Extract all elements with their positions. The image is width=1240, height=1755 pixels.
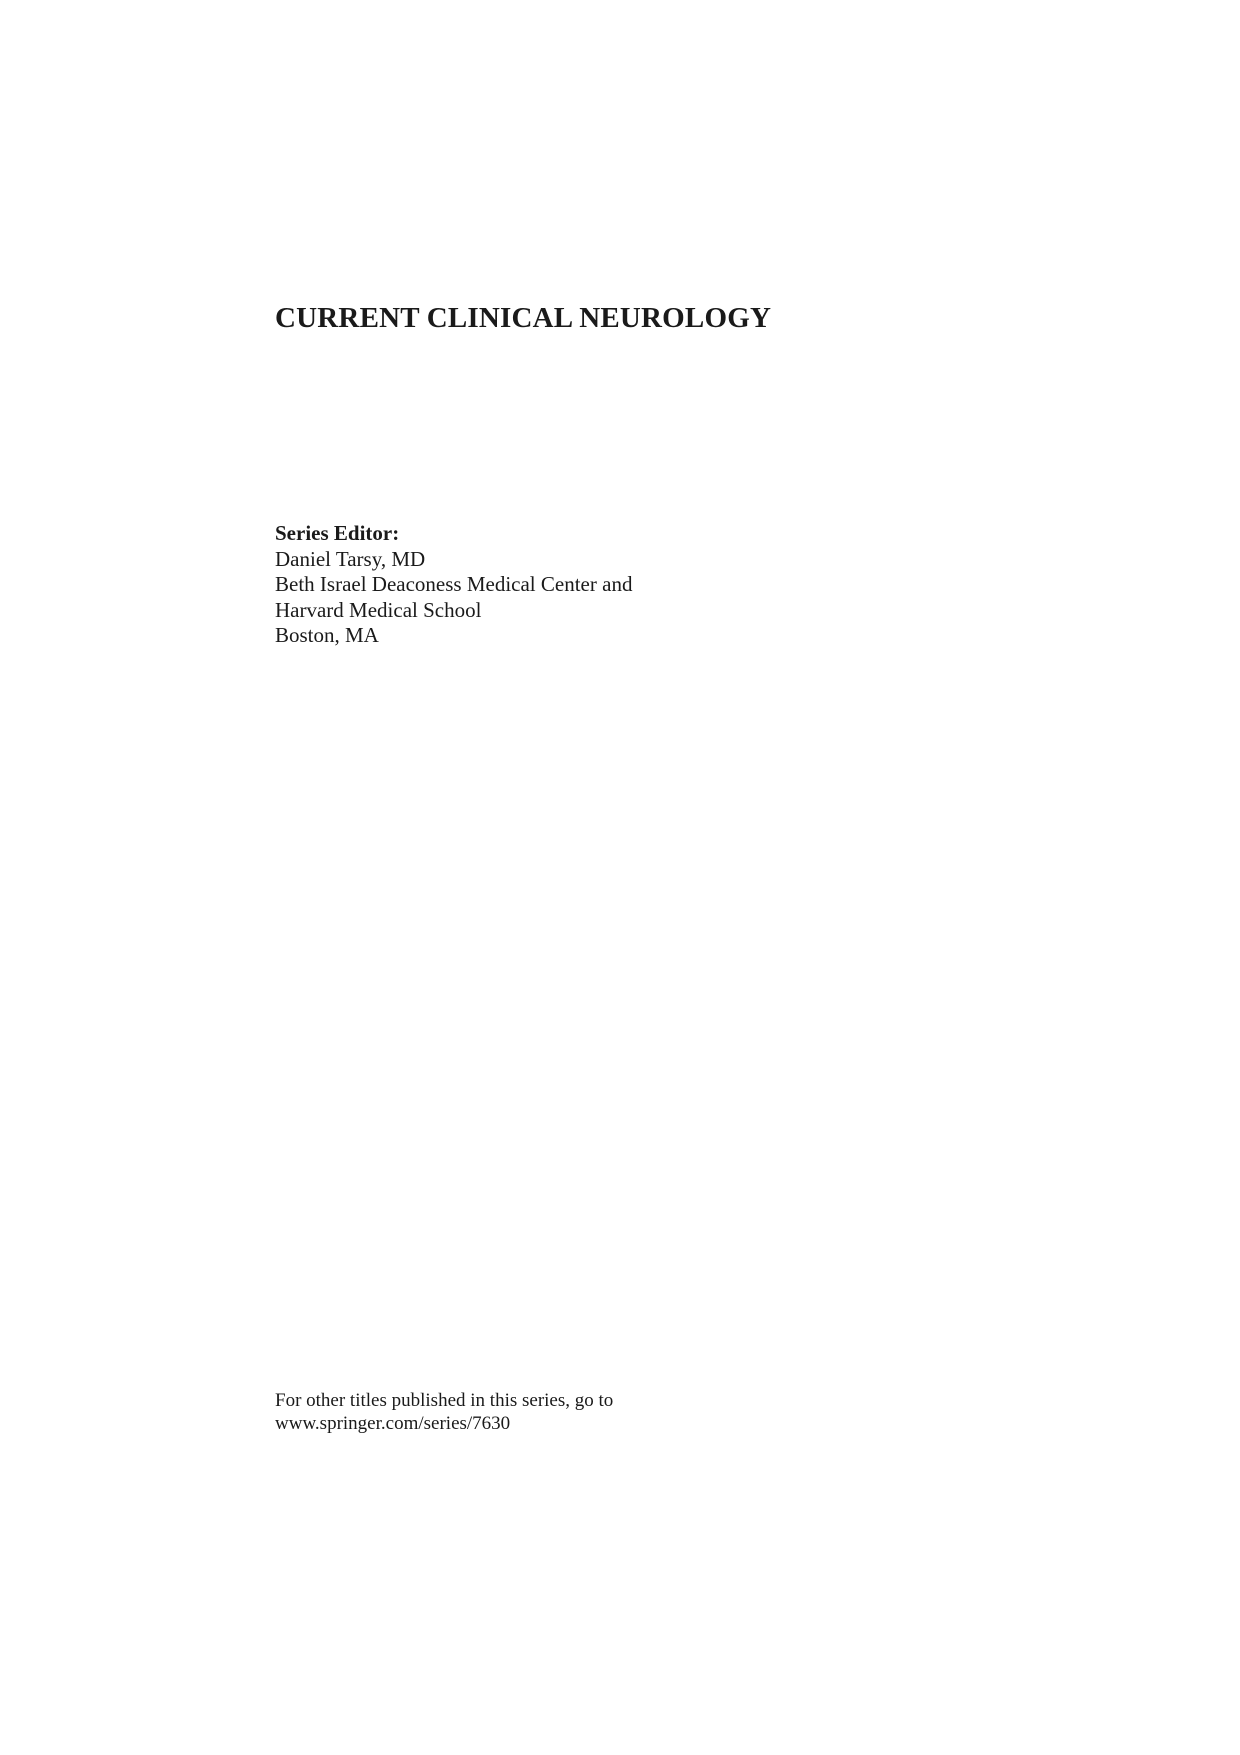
editor-location: Boston, MA xyxy=(275,623,379,647)
series-editor-heading: Series Editor: xyxy=(275,521,400,545)
series-editor-block xyxy=(275,521,632,649)
editor-affiliation-line1: Beth Israel Deaconess Medical Center and xyxy=(275,572,633,596)
editor-affiliation-line2: Harvard Medical School xyxy=(275,597,482,622)
series-footer-note xyxy=(275,1390,613,1435)
series-url: www.springer.com/series/7630 xyxy=(275,1412,511,1434)
editor-name: Daniel Tarsy, MD xyxy=(275,546,426,571)
series-title: CURRENT CLINICAL NEUROLOGY xyxy=(275,302,772,334)
footer-text: For other titles published in this series, go to xyxy=(275,1390,614,1411)
